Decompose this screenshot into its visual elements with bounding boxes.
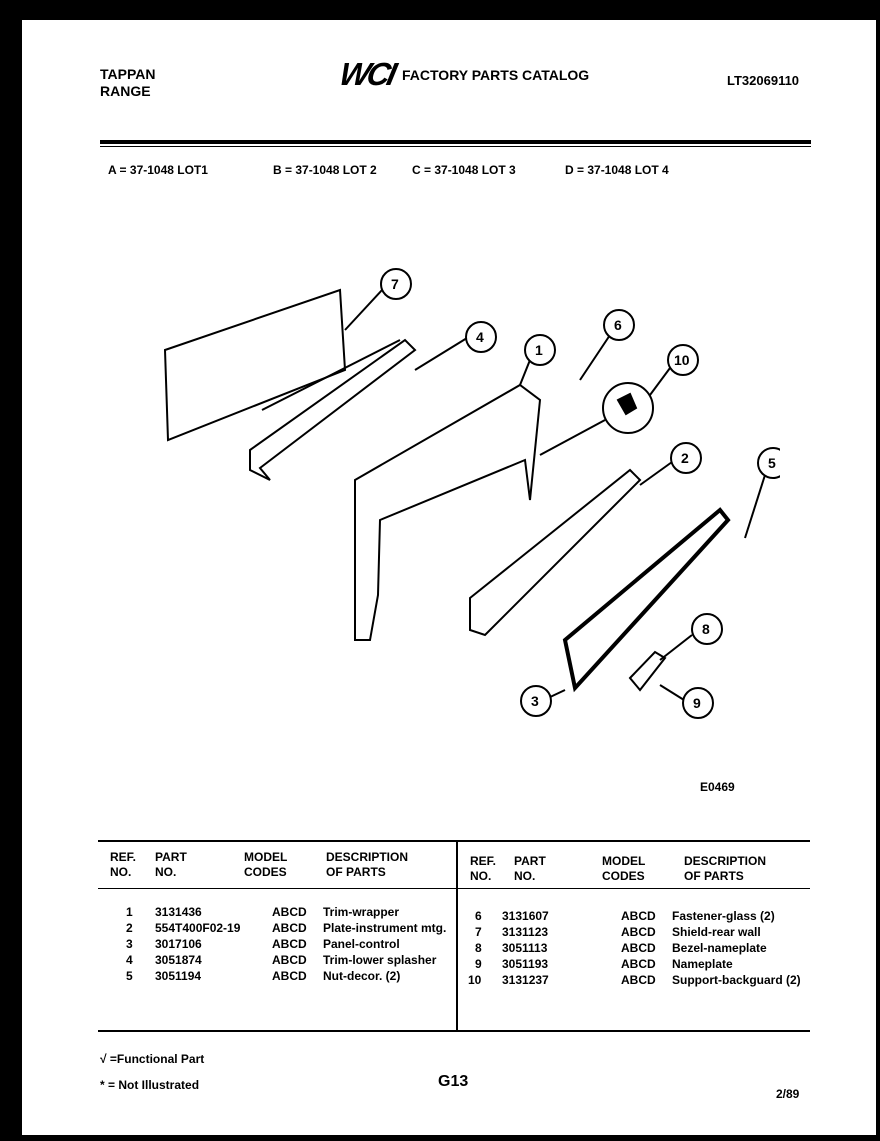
scan-border-bottom	[0, 1135, 880, 1141]
header-description: DESCRIPTION OF PARTS	[326, 850, 409, 879]
svg-text:10: 10	[674, 352, 690, 368]
brand-line-1: TAPPAN	[100, 66, 156, 82]
part-nameplate	[630, 652, 665, 690]
revision-date: 2/89	[776, 1087, 800, 1101]
header-description-right: DESCRIPTION OF PARTS	[684, 854, 767, 883]
svg-text:6: 6	[614, 317, 622, 333]
exploded-parts-diagram	[140, 260, 780, 730]
header-rule-thin	[100, 146, 811, 147]
header-ref-no: REF. NO.	[110, 850, 137, 879]
header-rule	[100, 140, 811, 144]
catalog-title: FACTORY PARTS CATALOG	[402, 67, 590, 83]
scan-border-top	[0, 0, 880, 20]
table-column-divider	[456, 840, 458, 1032]
header-part-no: PART NO.	[155, 850, 187, 879]
svg-text:1: 1	[535, 342, 543, 358]
functional-part-note: √ =Functional Part	[100, 1052, 205, 1066]
header-ref-no-right: REF. NO.	[470, 854, 497, 883]
svg-text:5: 5	[768, 455, 776, 471]
model-lot-c: C = 37-1048 LOT 3	[412, 163, 516, 177]
diagram-code: E0469	[700, 780, 735, 794]
document-id: LT32069110	[727, 73, 800, 88]
model-lot-a: A = 37-1048 LOT1	[108, 163, 208, 177]
header-model-codes: MODEL CODES	[244, 850, 288, 879]
brand-line-2: RANGE	[100, 83, 151, 99]
not-illustrated-note: * = Not Illustrated	[100, 1078, 200, 1092]
svg-text:3: 3	[531, 693, 539, 709]
table-top-rule	[98, 840, 810, 842]
svg-text:8: 8	[702, 621, 710, 637]
svg-text:4: 4	[476, 329, 484, 345]
svg-text:7: 7	[391, 276, 399, 292]
page-number: G13	[438, 1073, 469, 1090]
svg-text:2: 2	[681, 450, 689, 466]
table-header-rule	[98, 888, 810, 889]
brand-label	[100, 66, 155, 100]
wci-logo: WCI	[336, 56, 398, 92]
model-lot-d: D = 37-1048 LOT 4	[565, 163, 669, 177]
header-model-codes-right: MODEL CODES	[602, 854, 646, 883]
header-part-no-right: PART NO.	[514, 854, 546, 883]
model-lot-b: B = 37-1048 LOT 2	[273, 163, 377, 177]
table-bottom-rule	[98, 1030, 810, 1032]
scan-border-right	[876, 0, 880, 1141]
scan-border-left	[0, 0, 22, 1141]
parts-table: REF. NO. PART NO. MODEL CODES DESCRIPTION OF PARTS REF. NO. PART NO. MODEL CODES DESCRIPTION OF PARTS 1 3131436 ABCD Trim-wrapper 2 554T400F02-19 ABCD Plate-instrument mtg. 3 3017106 ABCD Panel-control 4 3051874 ABCD Trim-lower splasher 5 3051194 ABCD Nut-decor. (2) 6 3131607 ABCD Fastener-glass (2) 7 3131123 ABCD Shield-rear wall 8 3051113 ABCD Bezel-nameplate 9 3051193 ABCD Nameplate 10 3131237 ABCD Support-backguard (2)	[98, 840, 810, 1032]
svg-text:9: 9	[693, 695, 701, 711]
